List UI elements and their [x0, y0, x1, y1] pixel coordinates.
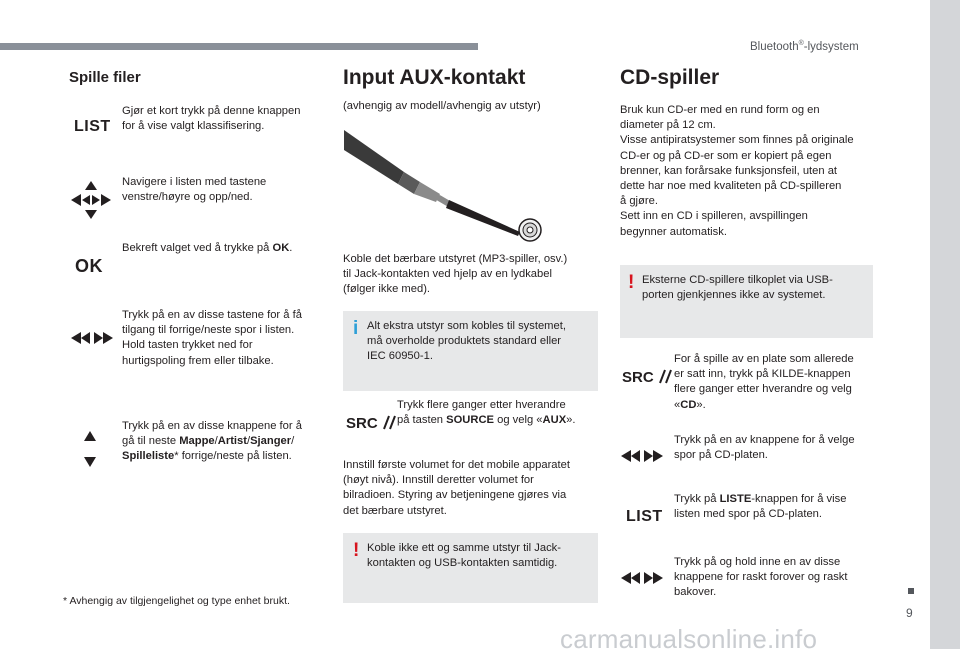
prev-next-arrows-icon	[621, 449, 663, 463]
nav-arrows-icon	[70, 180, 112, 220]
aux-volume-text: Innstill første volumet for det mobile apparatet (høyt nivå). Innstill deretter volumet for bilradioen. Styring av betjeningene gjøres via det bærbare utstyret.	[343, 459, 570, 517]
src-label: SRC	[346, 415, 378, 432]
aux-warning-box	[343, 533, 598, 603]
aux-info-box	[343, 311, 598, 391]
watermark: carmanualsonline.info	[560, 624, 818, 649]
aux-connect-text: Koble det bærbare utstyret (MP3-spiller, osv.) til Jack-kontakten ved hjelp av en lydkabel (følger ikke med).	[343, 253, 568, 296]
section-heading-cd: CD-spiller	[620, 66, 720, 89]
cd-intro-text: Bruk kun CD-er med en rund form og en diameter på 12 cm. Visse antipiratsystemer som finnes på originale CD-er og på CD-er som er kopiert på egen brenner, kan forårsake funksjonsfeil, uten at dette har noe med kvaliteten på CD-spilleren å gjøre. Sett inn en CD i spilleren, avspillingen begynner automatisk.	[620, 104, 854, 238]
nav-instruction: Navigere i listen med tastene venstre/høyre og opp/ned.	[122, 176, 267, 204]
section-heading-aux: Input AUX-kontakt	[343, 66, 526, 89]
page-number: 9	[906, 606, 913, 620]
prev-next-instruction: Trykk på en av disse tastene for å få tilgang til forrige/neste spor i listen. Hold tasten trykket ned for hurtigspoling frem eller tilbake.	[122, 309, 302, 367]
aux-info-text: Alt ekstra utstyr som kobles til systemet, må overholde produktets standard eller IEC 60950-1.	[367, 320, 566, 363]
footnote: * Avhengig av tilgjengelighet og type enhet brukt.	[63, 595, 290, 607]
src-button-icon	[622, 368, 674, 387]
ok-instruction: Bekreft valget ved å trykke på OK.	[122, 242, 293, 254]
src-slash-icon	[382, 414, 398, 430]
aux-warning-text: Koble ikke ett og samme utstyr til Jack- kontakten og USB-kontakten samtidig.	[367, 542, 561, 570]
cd-list-instruction: Trykk på LISTE-knappen for å vise listen med spor på CD-platen.	[674, 493, 847, 521]
fast-forward-rewind-icon	[621, 571, 663, 585]
list-button-label: LIST	[74, 118, 111, 135]
aux-source-instruction: Trykk flere ganger etter hverandre på tasten SOURCE og velg «AUX».	[397, 399, 576, 427]
folder-instruction: Trykk på en av disse knappene for å gå til neste Mappe/Artist/Sjanger/ Spilleliste* forrige/neste på listen.	[122, 420, 302, 463]
page-marker	[908, 588, 914, 594]
warning-icon: !	[353, 540, 360, 561]
header-title: Bluetooth	[750, 40, 799, 53]
src-slash-icon	[658, 368, 674, 384]
header-rule	[0, 43, 478, 50]
jack-cable-illustration	[344, 126, 549, 246]
aux-subtitle: (avhengig av modell/avhengig av utstyr)	[343, 100, 541, 112]
cd-warning-box	[620, 265, 873, 338]
header-trademark: ®	[798, 40, 804, 47]
cd-track-select-text: Trykk på en av knappene for å velge spor på CD-platen.	[674, 434, 855, 462]
cd-fast-seek-text: Trykk på og hold inne en av disse knappene for raskt forover og raskt bakover.	[674, 556, 848, 599]
src-button-icon	[346, 414, 398, 433]
running-header	[750, 40, 859, 53]
info-icon: i	[353, 318, 359, 339]
ok-button-label: OK	[75, 256, 103, 276]
warning-icon: !	[628, 272, 635, 293]
list-button-label: LIST	[626, 508, 663, 525]
header-title-rest: -lydsystem	[803, 40, 859, 53]
up-down-arrows-icon	[83, 431, 97, 467]
page-side-strip	[930, 0, 960, 649]
list-instruction: Gjør et kort trykk på denne knappen for å vise valgt klassifisering.	[122, 105, 301, 133]
cd-source-instruction: For å spille av en plate som allerede er satt inn, trykk på KILDE-knappen flere ganger etter hverandre og velg «CD».	[674, 353, 854, 411]
cd-warning-text: Eksterne CD-spillere tilkoplet via USB- porten gjenkjennes ikke av systemet.	[642, 274, 833, 302]
prev-next-arrows-icon	[71, 331, 113, 345]
src-label: SRC	[622, 369, 654, 386]
section-heading-spille-filer: Spille filer	[69, 69, 141, 86]
